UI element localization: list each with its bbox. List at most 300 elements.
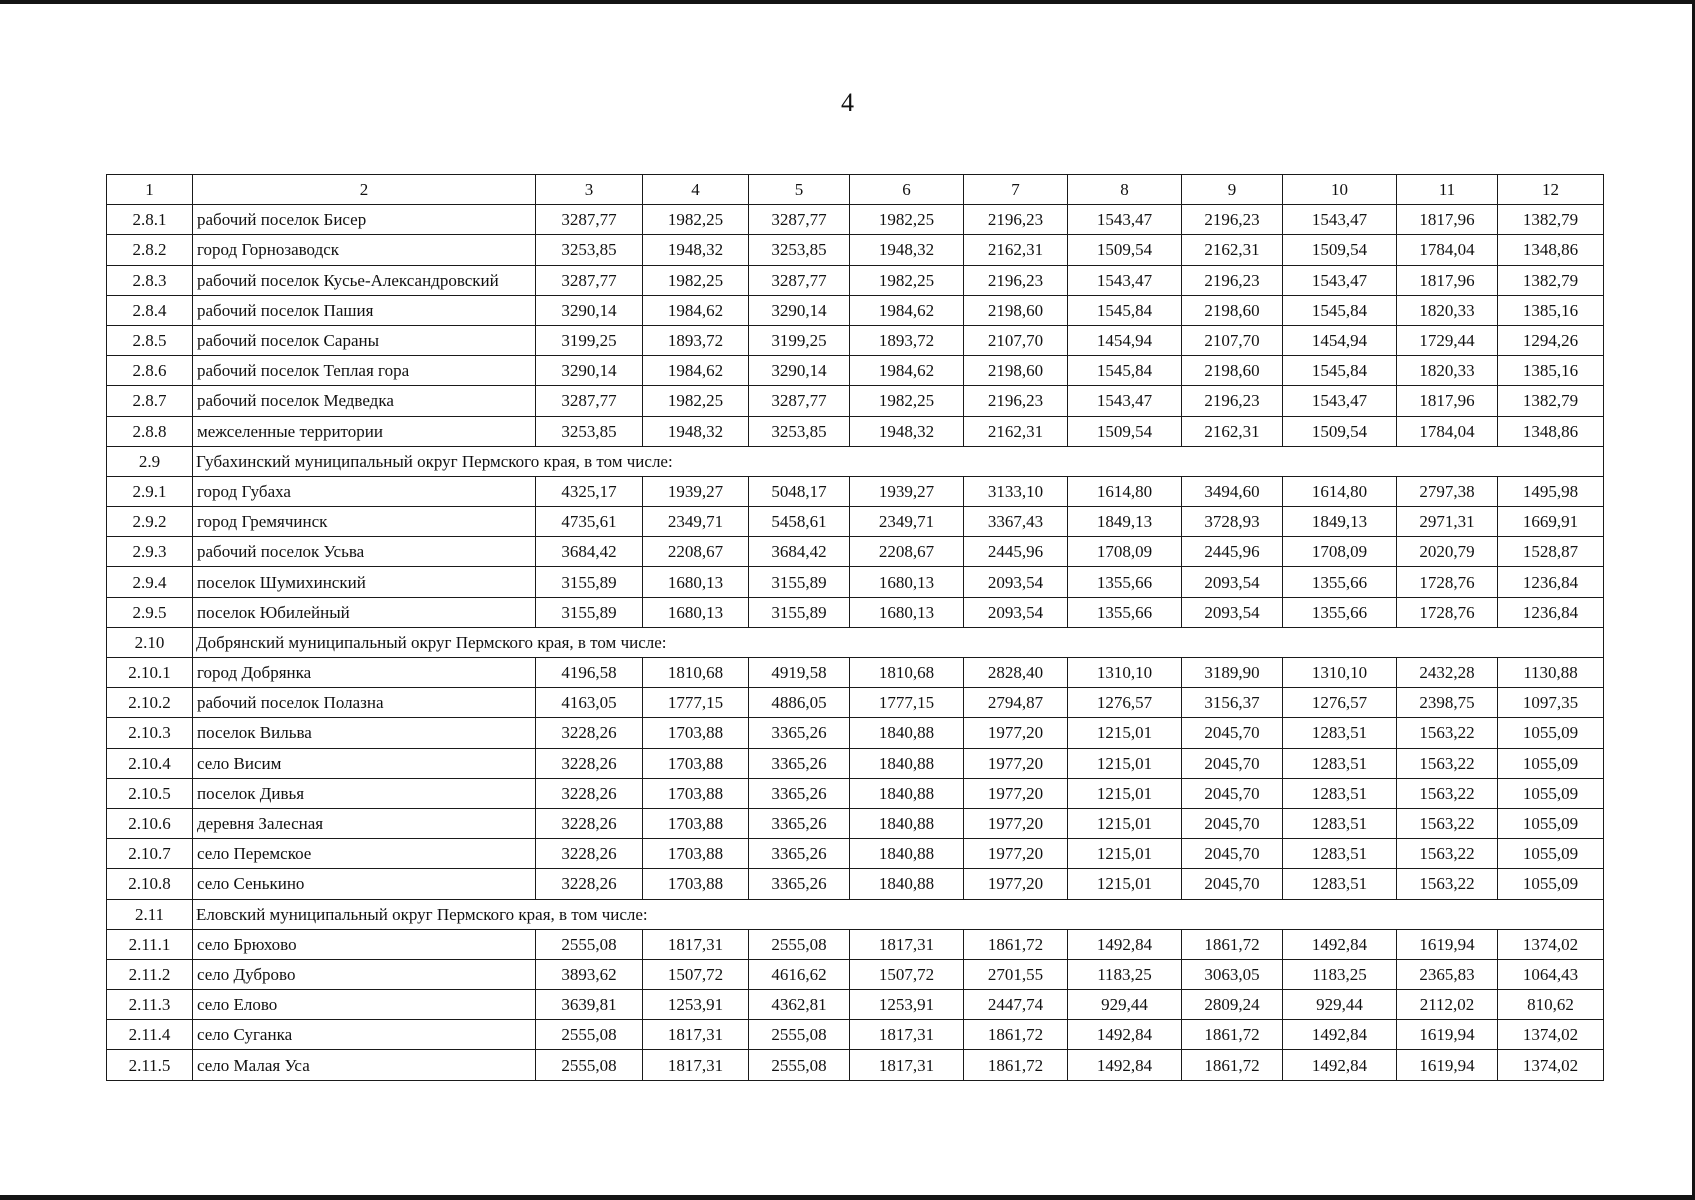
table-row bbox=[107, 748, 1604, 778]
value-cell-col-8: 1355,66 bbox=[1068, 597, 1182, 627]
value-cell-col-10: 1545,84 bbox=[1283, 295, 1397, 325]
value-cell-col-9: 2196,23 bbox=[1182, 265, 1283, 295]
column-header-7: 7 bbox=[964, 175, 1068, 205]
value-cell-col-4: 1703,88 bbox=[643, 869, 749, 899]
settlement-name: село Дуброво bbox=[193, 959, 536, 989]
value-cell-col-5: 3253,85 bbox=[749, 416, 850, 446]
value-cell-col-6: 1893,72 bbox=[850, 325, 964, 355]
row-code: 2.10.3 bbox=[107, 718, 193, 748]
settlement-name: рабочий поселок Бисер bbox=[193, 205, 536, 235]
value-cell-col-5: 3287,77 bbox=[749, 386, 850, 416]
value-cell-col-5: 3290,14 bbox=[749, 295, 850, 325]
value-cell-col-9: 3494,60 bbox=[1182, 476, 1283, 506]
value-cell-col-10: 1283,51 bbox=[1283, 869, 1397, 899]
value-cell-col-3: 3287,77 bbox=[536, 265, 643, 295]
row-code: 2.9.5 bbox=[107, 597, 193, 627]
value-cell-col-8: 1215,01 bbox=[1068, 808, 1182, 838]
group-code: 2.9 bbox=[107, 446, 193, 476]
value-cell-col-4: 1703,88 bbox=[643, 748, 749, 778]
value-cell-col-3: 4196,58 bbox=[536, 658, 643, 688]
value-cell-col-5: 5048,17 bbox=[749, 476, 850, 506]
settlement-name: деревня Залесная bbox=[193, 808, 536, 838]
value-cell-col-5: 3365,26 bbox=[749, 808, 850, 838]
table-row bbox=[107, 839, 1604, 869]
value-cell-col-7: 2162,31 bbox=[964, 416, 1068, 446]
value-cell-col-7: 2196,23 bbox=[964, 205, 1068, 235]
row-code: 2.8.1 bbox=[107, 205, 193, 235]
value-cell-col-10: 1492,84 bbox=[1283, 1020, 1397, 1050]
value-cell-col-7: 2093,54 bbox=[964, 597, 1068, 627]
value-cell-col-9: 3156,37 bbox=[1182, 688, 1283, 718]
scan-bottom-edge bbox=[0, 1195, 1695, 1200]
group-code: 2.10 bbox=[107, 627, 193, 657]
value-cell-col-10: 1509,54 bbox=[1283, 416, 1397, 446]
value-cell-col-11: 1619,94 bbox=[1397, 1050, 1498, 1080]
value-cell-col-3: 3290,14 bbox=[536, 295, 643, 325]
value-cell-col-5: 3155,89 bbox=[749, 597, 850, 627]
value-cell-col-3: 3228,26 bbox=[536, 839, 643, 869]
value-cell-col-6: 1840,88 bbox=[850, 808, 964, 838]
column-header-9: 9 bbox=[1182, 175, 1283, 205]
value-cell-col-8: 1215,01 bbox=[1068, 869, 1182, 899]
value-cell-col-9: 2809,24 bbox=[1182, 990, 1283, 1020]
settlement-name: село Перемское bbox=[193, 839, 536, 869]
value-cell-col-7: 1977,20 bbox=[964, 718, 1068, 748]
value-cell-col-10: 1283,51 bbox=[1283, 839, 1397, 869]
value-cell-col-12: 1348,86 bbox=[1498, 235, 1604, 265]
value-cell-col-6: 1253,91 bbox=[850, 990, 964, 1020]
value-cell-col-12: 1294,26 bbox=[1498, 325, 1604, 355]
table-row bbox=[107, 325, 1604, 355]
value-cell-col-4: 1893,72 bbox=[643, 325, 749, 355]
value-cell-col-3: 3228,26 bbox=[536, 869, 643, 899]
value-cell-col-12: 1055,09 bbox=[1498, 839, 1604, 869]
value-cell-col-6: 1810,68 bbox=[850, 658, 964, 688]
value-cell-col-10: 1310,10 bbox=[1283, 658, 1397, 688]
value-cell-col-8: 1545,84 bbox=[1068, 295, 1182, 325]
table-row bbox=[107, 990, 1604, 1020]
value-cell-col-11: 1619,94 bbox=[1397, 929, 1498, 959]
value-cell-col-8: 1215,01 bbox=[1068, 839, 1182, 869]
settlement-name: поселок Шумихинский bbox=[193, 567, 536, 597]
settlement-name: город Горнозаводск bbox=[193, 235, 536, 265]
value-cell-col-7: 2198,60 bbox=[964, 356, 1068, 386]
table-row bbox=[107, 808, 1604, 838]
value-cell-col-6: 1982,25 bbox=[850, 265, 964, 295]
settlement-name: село Суганка bbox=[193, 1020, 536, 1050]
value-cell-col-4: 1817,31 bbox=[643, 1050, 749, 1080]
value-cell-col-11: 2432,28 bbox=[1397, 658, 1498, 688]
value-cell-col-5: 3365,26 bbox=[749, 748, 850, 778]
value-cell-col-10: 1355,66 bbox=[1283, 567, 1397, 597]
value-cell-col-10: 1183,25 bbox=[1283, 959, 1397, 989]
value-cell-col-9: 2093,54 bbox=[1182, 597, 1283, 627]
table-body bbox=[107, 175, 1604, 1081]
value-cell-col-3: 3290,14 bbox=[536, 356, 643, 386]
value-cell-col-9: 2045,70 bbox=[1182, 778, 1283, 808]
table-row bbox=[107, 235, 1604, 265]
value-cell-col-6: 1939,27 bbox=[850, 476, 964, 506]
value-cell-col-7: 2093,54 bbox=[964, 567, 1068, 597]
value-cell-col-7: 1861,72 bbox=[964, 929, 1068, 959]
row-code: 2.11.5 bbox=[107, 1050, 193, 1080]
value-cell-col-5: 3365,26 bbox=[749, 778, 850, 808]
value-cell-col-4: 1680,13 bbox=[643, 597, 749, 627]
value-cell-col-6: 1840,88 bbox=[850, 839, 964, 869]
value-cell-col-4: 1982,25 bbox=[643, 386, 749, 416]
row-code: 2.8.5 bbox=[107, 325, 193, 355]
table-row bbox=[107, 356, 1604, 386]
value-cell-col-4: 1817,31 bbox=[643, 929, 749, 959]
settlement-name: рабочий поселок Пашия bbox=[193, 295, 536, 325]
value-cell-col-10: 1708,09 bbox=[1283, 537, 1397, 567]
value-cell-col-11: 1820,33 bbox=[1397, 356, 1498, 386]
value-cell-col-4: 1703,88 bbox=[643, 778, 749, 808]
value-cell-col-6: 1507,72 bbox=[850, 959, 964, 989]
table-header-row bbox=[107, 175, 1604, 205]
value-cell-col-6: 1984,62 bbox=[850, 356, 964, 386]
table-row bbox=[107, 476, 1604, 506]
value-cell-col-8: 1276,57 bbox=[1068, 688, 1182, 718]
value-cell-col-5: 3155,89 bbox=[749, 567, 850, 597]
settlement-name: поселок Юбилейный bbox=[193, 597, 536, 627]
value-cell-col-8: 1492,84 bbox=[1068, 929, 1182, 959]
value-cell-col-12: 1055,09 bbox=[1498, 869, 1604, 899]
value-cell-col-8: 1355,66 bbox=[1068, 567, 1182, 597]
value-cell-col-8: 1492,84 bbox=[1068, 1020, 1182, 1050]
value-cell-col-10: 1849,13 bbox=[1283, 507, 1397, 537]
value-cell-col-11: 1817,96 bbox=[1397, 386, 1498, 416]
value-cell-col-12: 1374,02 bbox=[1498, 1050, 1604, 1080]
value-cell-col-10: 1355,66 bbox=[1283, 597, 1397, 627]
value-cell-col-11: 1784,04 bbox=[1397, 416, 1498, 446]
table-row bbox=[107, 386, 1604, 416]
settlement-name: поселок Вильва bbox=[193, 718, 536, 748]
settlement-name: село Малая Уса bbox=[193, 1050, 536, 1080]
value-cell-col-11: 1563,22 bbox=[1397, 718, 1498, 748]
value-cell-col-11: 2797,38 bbox=[1397, 476, 1498, 506]
value-cell-col-6: 1840,88 bbox=[850, 778, 964, 808]
value-cell-col-4: 1984,62 bbox=[643, 295, 749, 325]
value-cell-col-4: 2349,71 bbox=[643, 507, 749, 537]
value-cell-col-8: 1543,47 bbox=[1068, 265, 1182, 295]
row-code: 2.9.3 bbox=[107, 537, 193, 567]
value-cell-col-4: 1984,62 bbox=[643, 356, 749, 386]
value-cell-col-9: 2045,70 bbox=[1182, 718, 1283, 748]
value-cell-col-9: 2045,70 bbox=[1182, 839, 1283, 869]
value-cell-col-9: 2107,70 bbox=[1182, 325, 1283, 355]
row-code: 2.11.1 bbox=[107, 929, 193, 959]
value-cell-col-7: 2447,74 bbox=[964, 990, 1068, 1020]
value-cell-col-12: 1055,09 bbox=[1498, 718, 1604, 748]
value-cell-col-12: 1669,91 bbox=[1498, 507, 1604, 537]
value-cell-col-8: 1849,13 bbox=[1068, 507, 1182, 537]
value-cell-col-9: 3728,93 bbox=[1182, 507, 1283, 537]
value-cell-col-3: 3228,26 bbox=[536, 718, 643, 748]
value-cell-col-7: 1977,20 bbox=[964, 869, 1068, 899]
value-cell-col-12: 1055,09 bbox=[1498, 778, 1604, 808]
value-cell-col-12: 1064,43 bbox=[1498, 959, 1604, 989]
value-cell-col-12: 1382,79 bbox=[1498, 205, 1604, 235]
settlement-name: город Добрянка bbox=[193, 658, 536, 688]
value-cell-col-10: 1543,47 bbox=[1283, 265, 1397, 295]
value-cell-col-5: 3365,26 bbox=[749, 869, 850, 899]
value-cell-col-7: 3133,10 bbox=[964, 476, 1068, 506]
table-row bbox=[107, 295, 1604, 325]
row-code: 2.10.7 bbox=[107, 839, 193, 869]
value-cell-col-9: 1861,72 bbox=[1182, 1020, 1283, 1050]
row-code: 2.11.3 bbox=[107, 990, 193, 1020]
column-header-2: 2 bbox=[193, 175, 536, 205]
value-cell-col-9: 1861,72 bbox=[1182, 1050, 1283, 1080]
value-cell-col-9: 2196,23 bbox=[1182, 386, 1283, 416]
value-cell-col-10: 929,44 bbox=[1283, 990, 1397, 1020]
value-cell-col-3: 3253,85 bbox=[536, 235, 643, 265]
value-cell-col-6: 1680,13 bbox=[850, 597, 964, 627]
value-cell-col-11: 1563,22 bbox=[1397, 808, 1498, 838]
value-cell-col-5: 3365,26 bbox=[749, 839, 850, 869]
value-cell-col-3: 3684,42 bbox=[536, 537, 643, 567]
settlement-name: село Брюхово bbox=[193, 929, 536, 959]
value-cell-col-5: 4616,62 bbox=[749, 959, 850, 989]
table-row bbox=[107, 929, 1604, 959]
value-cell-col-10: 1283,51 bbox=[1283, 778, 1397, 808]
value-cell-col-10: 1276,57 bbox=[1283, 688, 1397, 718]
value-cell-col-9: 2045,70 bbox=[1182, 748, 1283, 778]
row-code: 2.11.2 bbox=[107, 959, 193, 989]
value-cell-col-9: 2045,70 bbox=[1182, 869, 1283, 899]
table-row bbox=[107, 718, 1604, 748]
value-cell-col-5: 4362,81 bbox=[749, 990, 850, 1020]
value-cell-col-6: 1840,88 bbox=[850, 718, 964, 748]
row-code: 2.9.1 bbox=[107, 476, 193, 506]
row-code: 2.11.4 bbox=[107, 1020, 193, 1050]
settlement-name: село Висим bbox=[193, 748, 536, 778]
value-cell-col-7: 2196,23 bbox=[964, 265, 1068, 295]
column-header-5: 5 bbox=[749, 175, 850, 205]
settlement-name: город Губаха bbox=[193, 476, 536, 506]
value-cell-col-6: 2349,71 bbox=[850, 507, 964, 537]
settlement-name: рабочий поселок Медведка bbox=[193, 386, 536, 416]
row-code: 2.10.6 bbox=[107, 808, 193, 838]
value-cell-col-8: 1215,01 bbox=[1068, 748, 1182, 778]
scan-top-edge bbox=[0, 0, 1695, 4]
value-cell-col-7: 2828,40 bbox=[964, 658, 1068, 688]
group-row bbox=[107, 627, 1604, 657]
value-cell-col-9: 2162,31 bbox=[1182, 235, 1283, 265]
table-row bbox=[107, 688, 1604, 718]
value-cell-col-11: 1784,04 bbox=[1397, 235, 1498, 265]
group-name: Губахинский муниципальный округ Пермского края, в том числе: bbox=[193, 446, 1604, 476]
value-cell-col-7: 1977,20 bbox=[964, 778, 1068, 808]
value-cell-col-7: 2794,87 bbox=[964, 688, 1068, 718]
value-cell-col-3: 2555,08 bbox=[536, 929, 643, 959]
value-cell-col-10: 1509,54 bbox=[1283, 235, 1397, 265]
value-cell-col-8: 1509,54 bbox=[1068, 235, 1182, 265]
table-row bbox=[107, 537, 1604, 567]
value-cell-col-8: 1454,94 bbox=[1068, 325, 1182, 355]
row-code: 2.9.4 bbox=[107, 567, 193, 597]
settlement-name: рабочий поселок Усьва bbox=[193, 537, 536, 567]
value-cell-col-6: 1777,15 bbox=[850, 688, 964, 718]
value-cell-col-11: 1817,96 bbox=[1397, 205, 1498, 235]
value-cell-col-3: 3199,25 bbox=[536, 325, 643, 355]
value-cell-col-11: 1563,22 bbox=[1397, 748, 1498, 778]
value-cell-col-3: 3893,62 bbox=[536, 959, 643, 989]
value-cell-col-6: 1982,25 bbox=[850, 386, 964, 416]
value-cell-col-12: 810,62 bbox=[1498, 990, 1604, 1020]
table-row bbox=[107, 567, 1604, 597]
value-cell-col-10: 1545,84 bbox=[1283, 356, 1397, 386]
value-cell-col-6: 1817,31 bbox=[850, 1050, 964, 1080]
value-cell-col-4: 1703,88 bbox=[643, 718, 749, 748]
value-cell-col-9: 1861,72 bbox=[1182, 929, 1283, 959]
column-header-8: 8 bbox=[1068, 175, 1182, 205]
value-cell-col-10: 1492,84 bbox=[1283, 1050, 1397, 1080]
table-row bbox=[107, 658, 1604, 688]
group-row bbox=[107, 899, 1604, 929]
value-cell-col-4: 1253,91 bbox=[643, 990, 749, 1020]
value-cell-col-6: 2208,67 bbox=[850, 537, 964, 567]
row-code: 2.8.6 bbox=[107, 356, 193, 386]
value-cell-col-4: 1982,25 bbox=[643, 265, 749, 295]
value-cell-col-7: 1977,20 bbox=[964, 839, 1068, 869]
value-cell-col-11: 2398,75 bbox=[1397, 688, 1498, 718]
value-cell-col-10: 1492,84 bbox=[1283, 929, 1397, 959]
value-cell-col-9: 2198,60 bbox=[1182, 295, 1283, 325]
value-cell-col-6: 1948,32 bbox=[850, 416, 964, 446]
value-cell-col-10: 1283,51 bbox=[1283, 808, 1397, 838]
value-cell-col-3: 3253,85 bbox=[536, 416, 643, 446]
value-cell-col-11: 1563,22 bbox=[1397, 778, 1498, 808]
row-code: 2.8.7 bbox=[107, 386, 193, 416]
value-cell-col-5: 3287,77 bbox=[749, 205, 850, 235]
row-code: 2.8.3 bbox=[107, 265, 193, 295]
value-cell-col-4: 1703,88 bbox=[643, 839, 749, 869]
value-cell-col-11: 1817,96 bbox=[1397, 265, 1498, 295]
value-cell-col-10: 1543,47 bbox=[1283, 205, 1397, 235]
value-cell-col-5: 3365,26 bbox=[749, 718, 850, 748]
value-cell-col-8: 1310,10 bbox=[1068, 658, 1182, 688]
value-cell-col-12: 1374,02 bbox=[1498, 1020, 1604, 1050]
value-cell-col-3: 2555,08 bbox=[536, 1050, 643, 1080]
value-cell-col-9: 3063,05 bbox=[1182, 959, 1283, 989]
settlement-name: село Елово bbox=[193, 990, 536, 1020]
value-cell-col-12: 1130,88 bbox=[1498, 658, 1604, 688]
value-cell-col-12: 1055,09 bbox=[1498, 748, 1604, 778]
value-cell-col-9: 2196,23 bbox=[1182, 205, 1283, 235]
value-cell-col-10: 1614,80 bbox=[1283, 476, 1397, 506]
settlement-name: рабочий поселок Полазна bbox=[193, 688, 536, 718]
value-cell-col-4: 1507,72 bbox=[643, 959, 749, 989]
value-cell-col-12: 1374,02 bbox=[1498, 929, 1604, 959]
value-cell-col-5: 4919,58 bbox=[749, 658, 850, 688]
value-cell-col-4: 2208,67 bbox=[643, 537, 749, 567]
value-cell-col-7: 2107,70 bbox=[964, 325, 1068, 355]
settlement-name: рабочий поселок Сараны bbox=[193, 325, 536, 355]
value-cell-col-11: 2971,31 bbox=[1397, 507, 1498, 537]
value-cell-col-8: 1543,47 bbox=[1068, 205, 1182, 235]
value-cell-col-10: 1283,51 bbox=[1283, 718, 1397, 748]
value-cell-col-8: 1543,47 bbox=[1068, 386, 1182, 416]
value-cell-col-3: 3155,89 bbox=[536, 567, 643, 597]
value-cell-col-3: 4735,61 bbox=[536, 507, 643, 537]
page-number: 4 bbox=[841, 88, 854, 117]
value-cell-col-7: 1977,20 bbox=[964, 808, 1068, 838]
table-row bbox=[107, 869, 1604, 899]
value-cell-col-3: 3228,26 bbox=[536, 748, 643, 778]
value-cell-col-3: 3155,89 bbox=[536, 597, 643, 627]
value-cell-col-11: 2020,79 bbox=[1397, 537, 1498, 567]
value-cell-col-8: 1183,25 bbox=[1068, 959, 1182, 989]
value-cell-col-6: 1817,31 bbox=[850, 929, 964, 959]
row-code: 2.10.2 bbox=[107, 688, 193, 718]
value-cell-col-12: 1385,16 bbox=[1498, 295, 1604, 325]
value-cell-col-10: 1454,94 bbox=[1283, 325, 1397, 355]
value-cell-col-8: 1708,09 bbox=[1068, 537, 1182, 567]
row-code: 2.10.1 bbox=[107, 658, 193, 688]
value-cell-col-6: 1817,31 bbox=[850, 1020, 964, 1050]
value-cell-col-3: 3287,77 bbox=[536, 205, 643, 235]
value-cell-col-3: 4325,17 bbox=[536, 476, 643, 506]
table-row bbox=[107, 959, 1604, 989]
value-cell-col-5: 3684,42 bbox=[749, 537, 850, 567]
value-cell-col-9: 2162,31 bbox=[1182, 416, 1283, 446]
value-cell-col-12: 1236,84 bbox=[1498, 597, 1604, 627]
value-cell-col-3: 4163,05 bbox=[536, 688, 643, 718]
value-cell-col-4: 1939,27 bbox=[643, 476, 749, 506]
group-row bbox=[107, 446, 1604, 476]
group-code: 2.11 bbox=[107, 899, 193, 929]
value-cell-col-6: 1680,13 bbox=[850, 567, 964, 597]
table-row bbox=[107, 1050, 1604, 1080]
value-cell-col-3: 3287,77 bbox=[536, 386, 643, 416]
column-header-4: 4 bbox=[643, 175, 749, 205]
value-cell-col-8: 1215,01 bbox=[1068, 778, 1182, 808]
value-cell-col-9: 3189,90 bbox=[1182, 658, 1283, 688]
value-cell-col-7: 2162,31 bbox=[964, 235, 1068, 265]
table-row bbox=[107, 265, 1604, 295]
settlement-name: рабочий поселок Кусье-Александровский bbox=[193, 265, 536, 295]
table-row bbox=[107, 1020, 1604, 1050]
settlement-name: село Сенькино bbox=[193, 869, 536, 899]
tariff-table bbox=[106, 174, 1604, 1081]
row-code: 2.10.8 bbox=[107, 869, 193, 899]
value-cell-col-6: 1948,32 bbox=[850, 235, 964, 265]
row-code: 2.8.2 bbox=[107, 235, 193, 265]
value-cell-col-4: 1982,25 bbox=[643, 205, 749, 235]
value-cell-col-6: 1982,25 bbox=[850, 205, 964, 235]
column-header-1: 1 bbox=[107, 175, 193, 205]
value-cell-col-11: 2112,02 bbox=[1397, 990, 1498, 1020]
group-name: Добрянский муниципальный округ Пермского края, в том числе: bbox=[193, 627, 1604, 657]
table-row bbox=[107, 507, 1604, 537]
row-code: 2.8.4 bbox=[107, 295, 193, 325]
value-cell-col-12: 1348,86 bbox=[1498, 416, 1604, 446]
value-cell-col-3: 3639,81 bbox=[536, 990, 643, 1020]
value-cell-col-11: 1729,44 bbox=[1397, 325, 1498, 355]
settlement-name: поселок Дивья bbox=[193, 778, 536, 808]
value-cell-col-12: 1528,87 bbox=[1498, 537, 1604, 567]
value-cell-col-9: 2093,54 bbox=[1182, 567, 1283, 597]
value-cell-col-12: 1385,16 bbox=[1498, 356, 1604, 386]
value-cell-col-12: 1236,84 bbox=[1498, 567, 1604, 597]
table-row bbox=[107, 205, 1604, 235]
value-cell-col-11: 1728,76 bbox=[1397, 567, 1498, 597]
value-cell-col-6: 1840,88 bbox=[850, 869, 964, 899]
value-cell-col-5: 3253,85 bbox=[749, 235, 850, 265]
group-name: Еловский муниципальный округ Пермского края, в том числе: bbox=[193, 899, 1604, 929]
